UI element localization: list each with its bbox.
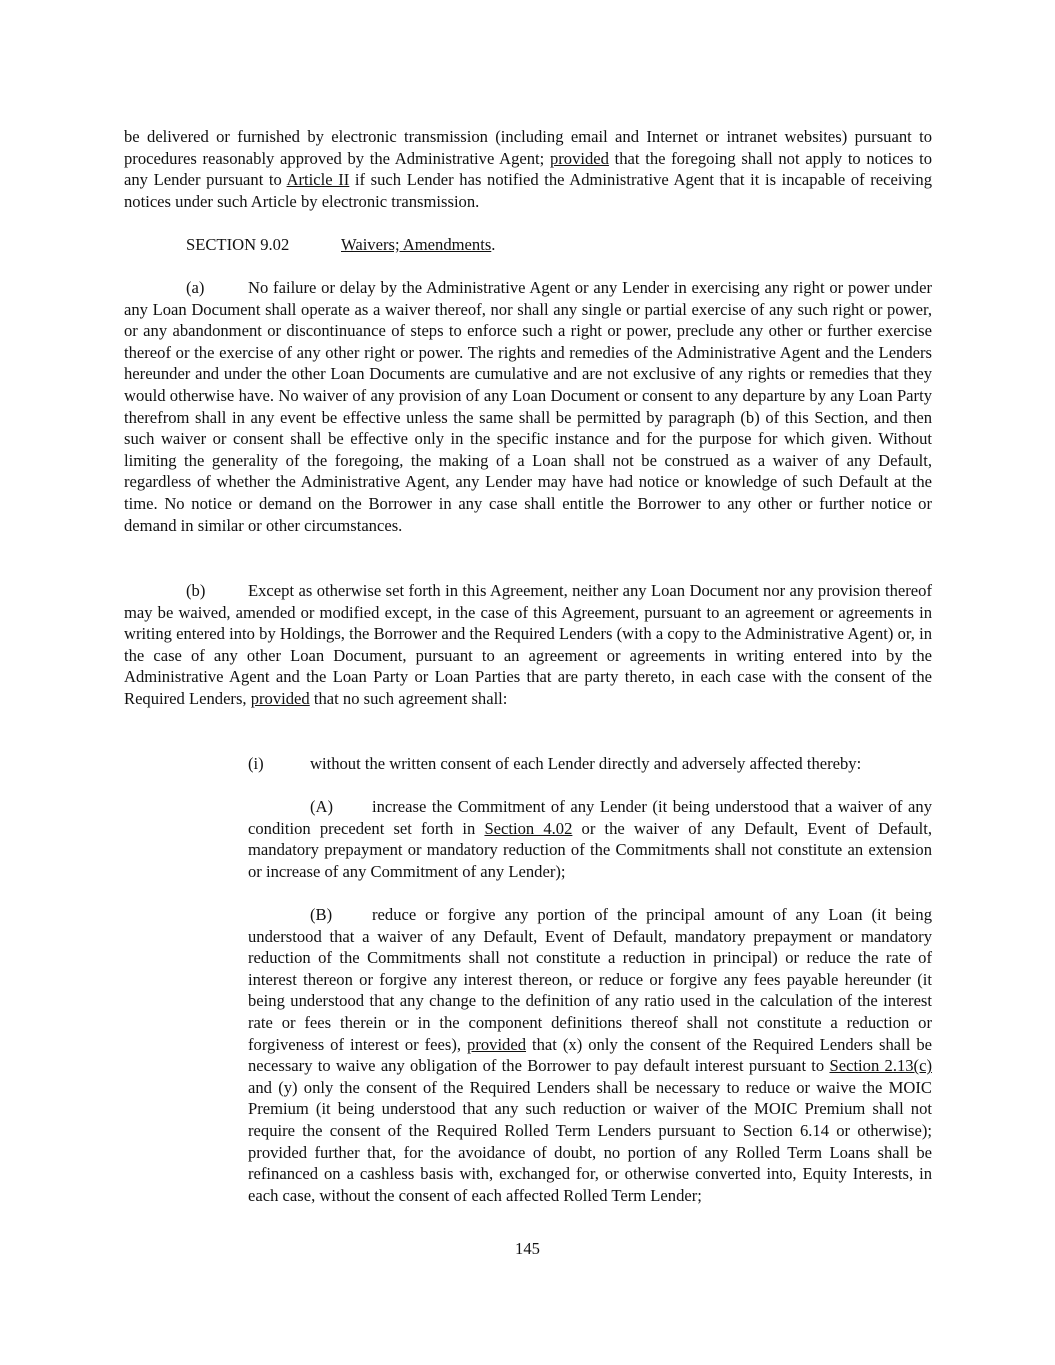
article-reference: Article II	[286, 170, 350, 190]
paragraph-text: No failure or delay by the Administrative Agent or any Lender in exercising any right or power under any Loan Document shall operate as a waiver thereof, nor shall any single or partial exercise of any such right or power, or any abandonment or discontinuance of steps to enforce such a right or power, preclude any other or further exercise thereof or the exercise of any other right or power. The rights and remedies of the Administrative Agent and the Lenders hereunder and under the other Loan Documents are cumulative and are not exclusive of any rights or remedies that they would otherwise have. No waiver of any provision of any Loan Document or consent to any departure by any Loan Party therefrom shall in any event be effective unless the same shall be permitted by paragraph (b) of this Section, and then such waiver or consent shall be effective only in the specific instance and for the purpose for which given. Without limiting the generality of the foregoing, the making of a Loan shall not be construed as a waiver of any Default, regardless of whether the Administrative Agent, any Lender may have had notice or knowledge of such Default at the time. No notice or demand on the Borrower in any case shall entitle the Borrower to any other or further notice or demand in similar or other circumstances.	[124, 278, 932, 535]
provided-term: provided	[467, 1034, 527, 1054]
clause-label: (B)	[310, 905, 333, 924]
clause-label: (i)	[248, 754, 264, 773]
clause-i	[248, 753, 932, 775]
section-title: Waivers; Amendments	[341, 235, 492, 254]
clause-B	[248, 904, 932, 1206]
clause-A	[248, 796, 932, 882]
paragraph-label: (a)	[186, 278, 205, 297]
text-run: or the waiver of any Default, Event of Default, mandatory prepayment or mandatory reduction of the Commitments shall not constitute an extension or increase of any Commitment of any Lender);	[248, 818, 932, 881]
text-run: that (x) only the consent of the Required Lenders shall be necessary to waive any obligation of the Borrower to pay default interest pursuant to	[248, 1034, 932, 1076]
text-run: and (y) only the consent of the Required Lenders shall be necessary to reduce or waive the MOIC Premium (it being understood that any such reduction or waiver of the MOIC Premium shall not require the consent of the Required Rolled Term Lenders pursuant to Section 6.14 or otherwise); provided further that, for the avoidance of doubt, no portion of any Rolled Term Loans shall be refinanced on a cashless basis with, exchanged for, or otherwise converted into, Equity Interests, in each case, without the consent of each affected Rolled Term Lender;	[248, 1077, 932, 1205]
clause-label: (A)	[310, 797, 334, 816]
text-run: be delivered or furnished by electronic transmission (including email and Internet or intranet websites) pursuant to procedures reasonably approved by the Administrative Agent;	[124, 127, 932, 168]
section-heading	[186, 234, 932, 256]
section-title-period: .	[491, 235, 496, 254]
section-reference: Section 2.13(c)	[829, 1056, 932, 1076]
clause-text: without the written consent of each Lender directly and adversely affected thereby:	[310, 754, 862, 773]
paragraph-b	[124, 580, 932, 710]
text-run: that the foregoing shall not apply to notices to any Lender pursuant to	[124, 148, 932, 190]
text-run: reduce or forgive any portion of the principal amount of any Loan (it being understood that a waiver of any Default, Event of Default, mandatory prepayment or mandatory reduction of the Commitments shall not constitute a reduction in principal) or reduce the rate of interest thereon or forgive any interest thereon, or reduce or forgive any fees payable hereunder (it being understood that any change to the definition of any ratio used in the calculation of the interest rate or fees therein or in the component definitions thereof shall not constitute a reduction or forgiveness of interest or fees),	[248, 905, 932, 1054]
section-number: SECTION 9.02	[186, 235, 290, 254]
paragraph-label: (b)	[186, 581, 206, 600]
paragraph-a	[124, 277, 932, 536]
provided-term: provided	[250, 688, 310, 708]
text-run: increase the Commitment of any Lender (it being understood that a waiver of any condition precedent set forth in	[248, 797, 932, 838]
text-run: if such Lender has notified the Administrative Agent that it is incapable of receiving notices under such Article by electronic transmission.	[124, 170, 932, 211]
section-reference: Section 4.02	[484, 818, 573, 838]
continuation-paragraph	[124, 126, 932, 212]
text-run: that no such agreement shall:	[309, 688, 508, 708]
text-run: Except as otherwise set forth in this Agreement, neither any Loan Document nor any provision thereof may be waived, amended or modified except, in the case of this Agreement, pursuant to an agreement or agreements in writing entered into by Holdings, the Borrower and the Required Lenders (with a copy to the Administrative Agent) or, in the case of any other Loan Document, pursuant to an agreement or agreements in writing entered into by the Administrative Agent and the Loan Party or Loan Parties that are party thereto, in each case with the consent of the Required Lenders,	[124, 581, 932, 708]
provided-term: provided	[549, 148, 609, 168]
page-number: 145	[515, 1239, 540, 1258]
